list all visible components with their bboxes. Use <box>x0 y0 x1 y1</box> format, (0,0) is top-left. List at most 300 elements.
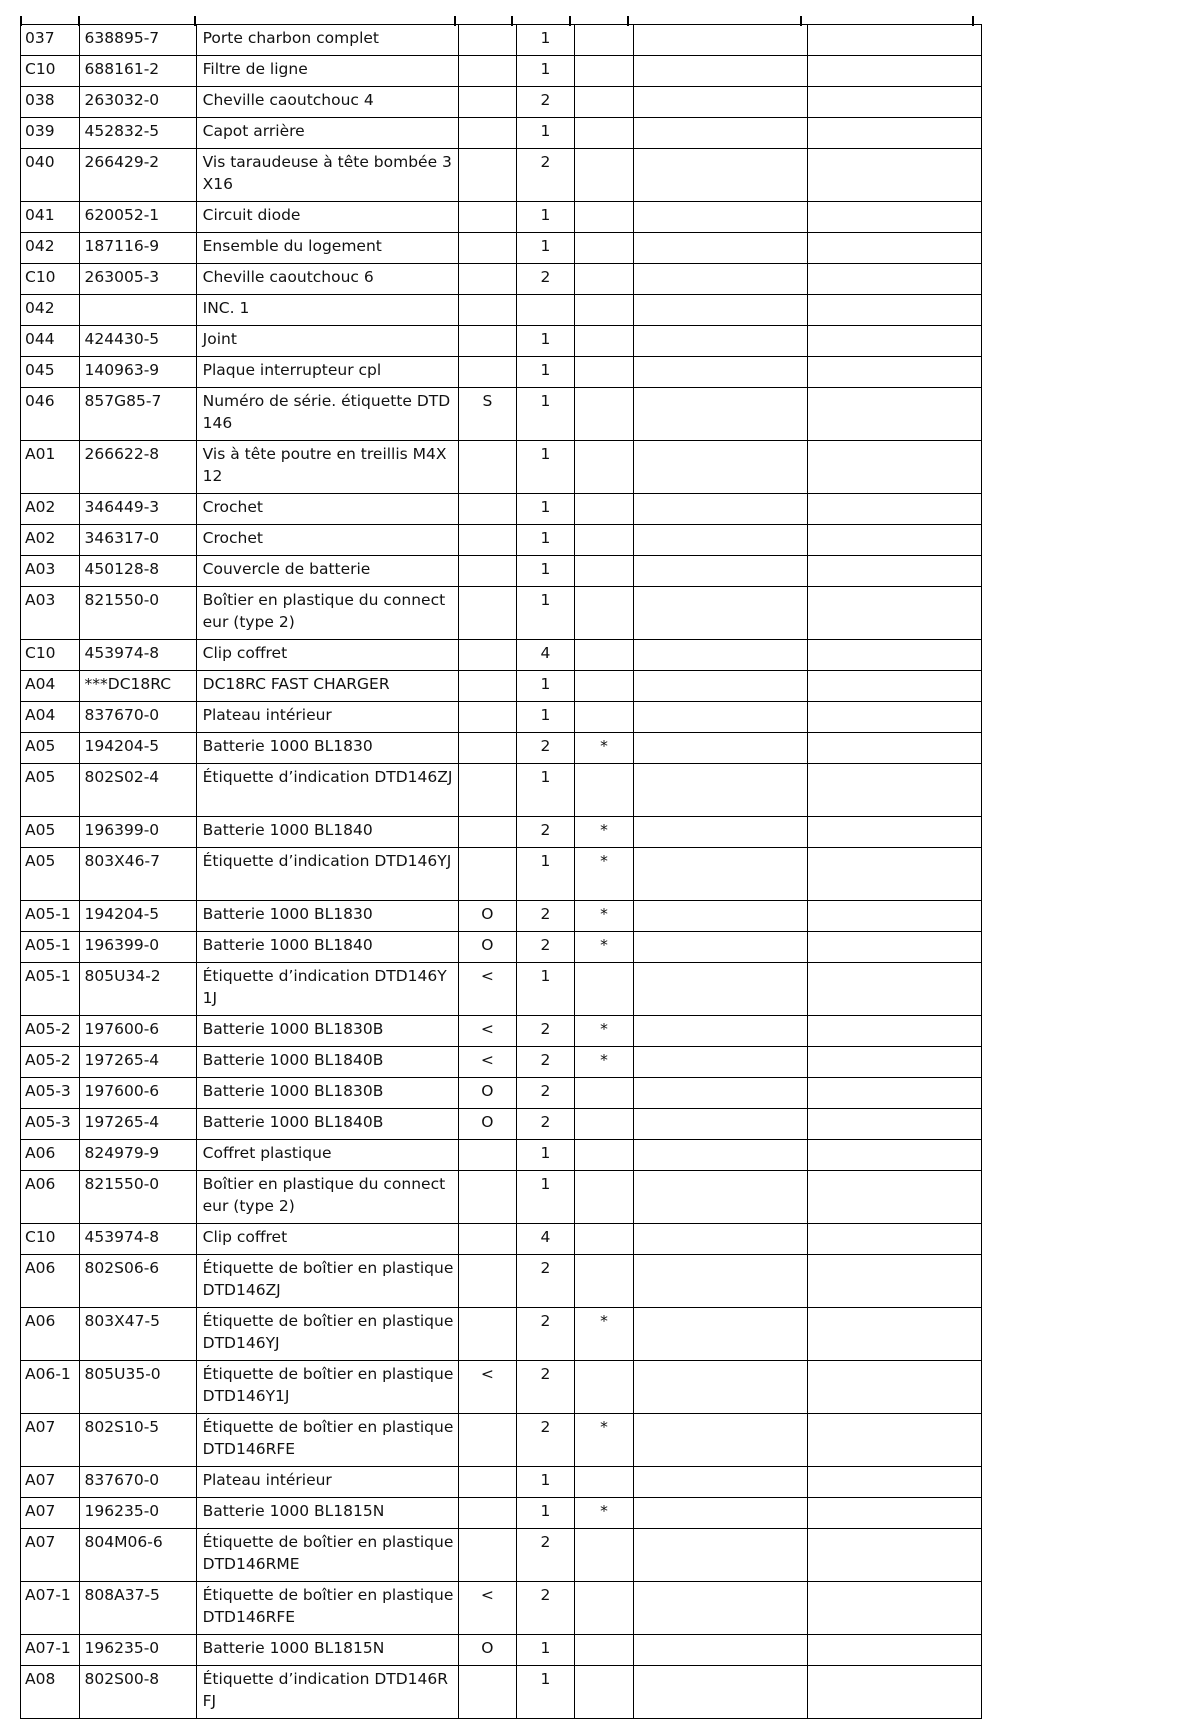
quantity-cell: 1 <box>516 118 575 149</box>
quantity-cell: 1 <box>516 56 575 87</box>
table-row <box>21 1308 982 1361</box>
table-row <box>21 264 982 295</box>
description-cell: Plateau intérieur <box>196 702 458 733</box>
empty-cell <box>633 1498 808 1529</box>
quantity-cell: 1 <box>516 1635 575 1666</box>
empty-cell <box>633 326 808 357</box>
description-cell: Étiquette de boîtier en plastique DTD146RME <box>196 1529 458 1582</box>
description-cell: Joint <box>196 326 458 357</box>
description-cell: Plateau intérieur <box>196 1467 458 1498</box>
part-number-cell: 857G85-7 <box>79 388 196 441</box>
empty-cell <box>633 118 808 149</box>
empty-cell <box>633 149 808 202</box>
table-row <box>21 817 982 848</box>
item-number-cell: A07 <box>21 1467 80 1498</box>
marker-cell: * <box>575 733 634 764</box>
note-cell <box>459 295 517 326</box>
description-cell: Étiquette d’indication DTD146RFJ <box>196 1666 458 1719</box>
empty-cell <box>808 494 982 525</box>
quantity-cell: 2 <box>516 1047 575 1078</box>
note-cell <box>459 494 517 525</box>
note-cell <box>459 326 517 357</box>
description-cell: Batterie 1000 BL1830B <box>196 1016 458 1047</box>
part-number-cell: 196399-0 <box>79 817 196 848</box>
quantity-cell: 1 <box>516 671 575 702</box>
item-number-cell: A06 <box>21 1171 80 1224</box>
part-number-cell: 453974-8 <box>79 640 196 671</box>
quantity-cell: 4 <box>516 1224 575 1255</box>
item-number-cell: 040 <box>21 149 80 202</box>
empty-cell <box>808 1047 982 1078</box>
note-cell: S <box>459 388 517 441</box>
table-row <box>21 1078 982 1109</box>
note-cell <box>459 1666 517 1719</box>
item-number-cell: A06 <box>21 1255 80 1308</box>
empty-cell <box>808 149 982 202</box>
item-number-cell: A07 <box>21 1498 80 1529</box>
description-cell: INC. 1 <box>196 295 458 326</box>
marker-cell <box>575 264 634 295</box>
description-cell: Étiquette de boîtier en plastique DTD146YJ <box>196 1308 458 1361</box>
marker-cell <box>575 87 634 118</box>
description-cell: Vis à tête poutre en treillis M4X12 <box>196 441 458 494</box>
empty-cell <box>633 901 808 932</box>
part-number-cell: 452832-5 <box>79 118 196 149</box>
table-row <box>21 1666 982 1719</box>
empty-cell <box>808 764 982 817</box>
table-row <box>21 764 982 817</box>
empty-cell <box>633 1308 808 1361</box>
marker-cell <box>575 326 634 357</box>
quantity-cell: 2 <box>516 1016 575 1047</box>
quantity-cell: 2 <box>516 1582 575 1635</box>
table-row <box>21 1140 982 1171</box>
empty-cell <box>808 1498 982 1529</box>
marker-cell <box>575 1078 634 1109</box>
note-cell <box>459 87 517 118</box>
quantity-cell: 2 <box>516 149 575 202</box>
empty-cell <box>808 326 982 357</box>
description-cell: Étiquette de boîtier en plastique DTD146Y1J <box>196 1361 458 1414</box>
note-cell <box>459 1224 517 1255</box>
table-row <box>21 1047 982 1078</box>
marker-cell <box>575 233 634 264</box>
empty-cell <box>633 702 808 733</box>
table-row <box>21 326 982 357</box>
note-cell: O <box>459 1109 517 1140</box>
description-cell: Crochet <box>196 525 458 556</box>
item-number-cell: 037 <box>21 25 80 56</box>
item-number-cell: A05 <box>21 733 80 764</box>
marker-cell <box>575 556 634 587</box>
quantity-cell: 2 <box>516 1078 575 1109</box>
marker-cell <box>575 671 634 702</box>
quantity-cell: 1 <box>516 1666 575 1719</box>
table-row <box>21 733 982 764</box>
quantity-cell: 2 <box>516 1308 575 1361</box>
note-cell <box>459 25 517 56</box>
empty-cell <box>808 357 982 388</box>
note-cell: O <box>459 1635 517 1666</box>
part-number-cell: 187116-9 <box>79 233 196 264</box>
description-cell: Batterie 1000 BL1840B <box>196 1109 458 1140</box>
marker-cell <box>575 1361 634 1414</box>
empty-cell <box>633 494 808 525</box>
empty-cell <box>808 388 982 441</box>
table-row <box>21 640 982 671</box>
quantity-cell: 2 <box>516 932 575 963</box>
table-row <box>21 87 982 118</box>
note-cell <box>459 702 517 733</box>
description-cell: Boîtier en plastique du connecteur (type 2) <box>196 1171 458 1224</box>
item-number-cell: A05-3 <box>21 1078 80 1109</box>
item-number-cell: A05-3 <box>21 1109 80 1140</box>
marker-cell <box>575 1467 634 1498</box>
marker-cell <box>575 1582 634 1635</box>
empty-cell <box>808 640 982 671</box>
quantity-cell: 1 <box>516 525 575 556</box>
marker-cell <box>575 118 634 149</box>
marker-cell: * <box>575 1414 634 1467</box>
item-number-cell: 046 <box>21 388 80 441</box>
part-number-cell: 197600-6 <box>79 1016 196 1047</box>
marker-cell <box>575 1109 634 1140</box>
part-number-cell: 346317-0 <box>79 525 196 556</box>
empty-cell <box>633 817 808 848</box>
quantity-cell: 1 <box>516 25 575 56</box>
note-cell <box>459 1308 517 1361</box>
empty-cell <box>808 525 982 556</box>
empty-cell <box>808 817 982 848</box>
table-row <box>21 56 982 87</box>
empty-cell <box>633 556 808 587</box>
table-row <box>21 963 982 1016</box>
marker-cell: * <box>575 1498 634 1529</box>
empty-cell <box>808 118 982 149</box>
empty-cell <box>633 441 808 494</box>
table-row <box>21 556 982 587</box>
empty-cell <box>808 848 982 901</box>
part-number-cell: 196399-0 <box>79 932 196 963</box>
part-number-cell: 194204-5 <box>79 901 196 932</box>
note-cell <box>459 640 517 671</box>
empty-cell <box>808 1224 982 1255</box>
empty-cell <box>633 963 808 1016</box>
empty-cell <box>808 1361 982 1414</box>
part-number-cell: 263005-3 <box>79 264 196 295</box>
quantity-cell <box>516 295 575 326</box>
note-cell <box>459 733 517 764</box>
table-row <box>21 525 982 556</box>
empty-cell <box>808 1582 982 1635</box>
item-number-cell: A05-2 <box>21 1016 80 1047</box>
table-row <box>21 848 982 901</box>
marker-cell <box>575 640 634 671</box>
note-cell <box>459 1414 517 1467</box>
item-number-cell: C10 <box>21 264 80 295</box>
description-cell: Couvercle de batterie <box>196 556 458 587</box>
empty-cell <box>808 963 982 1016</box>
marker-cell <box>575 202 634 233</box>
table-row <box>21 1224 982 1255</box>
description-cell: Cheville caoutchouc 6 <box>196 264 458 295</box>
part-number-cell: 824979-9 <box>79 1140 196 1171</box>
note-cell <box>459 118 517 149</box>
item-number-cell: C10 <box>21 1224 80 1255</box>
item-number-cell: 045 <box>21 357 80 388</box>
table-row <box>21 1635 982 1666</box>
table-row <box>21 494 982 525</box>
table-row <box>21 118 982 149</box>
empty-cell <box>633 1635 808 1666</box>
marker-cell <box>575 1635 634 1666</box>
part-number-cell: 424430-5 <box>79 326 196 357</box>
quantity-cell: 1 <box>516 388 575 441</box>
quantity-cell: 4 <box>516 640 575 671</box>
description-cell: Ensemble du logement <box>196 233 458 264</box>
note-cell <box>459 149 517 202</box>
part-number-cell: 803X47-5 <box>79 1308 196 1361</box>
table-row <box>21 702 982 733</box>
item-number-cell: A05-2 <box>21 1047 80 1078</box>
empty-cell <box>633 1171 808 1224</box>
part-number-cell: 821550-0 <box>79 1171 196 1224</box>
table-row <box>21 202 982 233</box>
empty-cell <box>633 56 808 87</box>
note-cell <box>459 1140 517 1171</box>
note-cell <box>459 671 517 702</box>
empty-cell <box>808 901 982 932</box>
quantity-cell: 2 <box>516 264 575 295</box>
empty-cell <box>633 671 808 702</box>
quantity-cell: 2 <box>516 817 575 848</box>
empty-cell <box>633 233 808 264</box>
table-row <box>21 25 982 56</box>
note-cell <box>459 587 517 640</box>
empty-cell <box>808 1467 982 1498</box>
note-cell <box>459 764 517 817</box>
part-number-cell: 196235-0 <box>79 1498 196 1529</box>
item-number-cell: A05-1 <box>21 901 80 932</box>
description-cell: Batterie 1000 BL1840 <box>196 932 458 963</box>
note-cell <box>459 264 517 295</box>
empty-cell <box>633 1666 808 1719</box>
description-cell: Crochet <box>196 494 458 525</box>
table-row <box>21 295 982 326</box>
item-number-cell: A03 <box>21 556 80 587</box>
marker-cell: * <box>575 1047 634 1078</box>
note-cell <box>459 848 517 901</box>
marker-cell <box>575 357 634 388</box>
table-row <box>21 1016 982 1047</box>
description-cell: Batterie 1000 BL1840 <box>196 817 458 848</box>
quantity-cell: 1 <box>516 702 575 733</box>
item-number-cell: A05 <box>21 848 80 901</box>
empty-cell <box>808 233 982 264</box>
marker-cell: * <box>575 1308 634 1361</box>
empty-cell <box>633 764 808 817</box>
description-cell: Étiquette de boîtier en plastique DTD146ZJ <box>196 1255 458 1308</box>
part-number-cell: 802S00-8 <box>79 1666 196 1719</box>
table-row <box>21 1109 982 1140</box>
table-row <box>21 149 982 202</box>
note-cell <box>459 1498 517 1529</box>
item-number-cell: 038 <box>21 87 80 118</box>
part-number-cell: 453974-8 <box>79 1224 196 1255</box>
note-cell <box>459 817 517 848</box>
note-cell <box>459 56 517 87</box>
note-cell <box>459 556 517 587</box>
table-row <box>21 932 982 963</box>
empty-cell <box>808 264 982 295</box>
marker-cell <box>575 388 634 441</box>
item-number-cell: A01 <box>21 441 80 494</box>
description-cell: Batterie 1000 BL1840B <box>196 1047 458 1078</box>
quantity-cell: 2 <box>516 901 575 932</box>
marker-cell: * <box>575 817 634 848</box>
empty-cell <box>808 587 982 640</box>
empty-cell <box>633 1529 808 1582</box>
table-row <box>21 233 982 264</box>
part-number-cell: 837670-0 <box>79 1467 196 1498</box>
table-row <box>21 1529 982 1582</box>
item-number-cell: A07 <box>21 1529 80 1582</box>
note-cell: < <box>459 1361 517 1414</box>
part-number-cell: 638895-7 <box>79 25 196 56</box>
empty-cell <box>808 702 982 733</box>
quantity-cell: 2 <box>516 1109 575 1140</box>
empty-cell <box>633 733 808 764</box>
marker-cell: * <box>575 1016 634 1047</box>
parts-list-table <box>20 24 982 1719</box>
item-number-cell: A08 <box>21 1666 80 1719</box>
item-number-cell: 041 <box>21 202 80 233</box>
empty-cell <box>808 671 982 702</box>
item-number-cell: A05 <box>21 817 80 848</box>
table-row <box>21 1467 982 1498</box>
part-number-cell: 346449-3 <box>79 494 196 525</box>
note-cell: < <box>459 963 517 1016</box>
item-number-cell: C10 <box>21 56 80 87</box>
part-number-cell: 805U35-0 <box>79 1361 196 1414</box>
quantity-cell: 1 <box>516 963 575 1016</box>
quantity-cell: 1 <box>516 848 575 901</box>
part-number-cell: 802S10-5 <box>79 1414 196 1467</box>
item-number-cell: A06-1 <box>21 1361 80 1414</box>
empty-cell <box>808 1414 982 1467</box>
empty-cell <box>808 733 982 764</box>
note-cell <box>459 233 517 264</box>
part-number-cell: ***DC18RC <box>79 671 196 702</box>
table-row <box>21 357 982 388</box>
description-cell: Filtre de ligne <box>196 56 458 87</box>
quantity-cell: 1 <box>516 233 575 264</box>
item-number-cell: A05-1 <box>21 932 80 963</box>
part-number-cell <box>79 295 196 326</box>
marker-cell <box>575 702 634 733</box>
note-cell <box>459 1529 517 1582</box>
marker-cell: * <box>575 901 634 932</box>
note-cell: O <box>459 901 517 932</box>
empty-cell <box>633 1414 808 1467</box>
quantity-cell: 1 <box>516 326 575 357</box>
empty-cell <box>808 932 982 963</box>
empty-cell <box>808 1171 982 1224</box>
part-number-cell: 808A37-5 <box>79 1582 196 1635</box>
part-number-cell: 266429-2 <box>79 149 196 202</box>
item-number-cell: 042 <box>21 295 80 326</box>
empty-cell <box>633 1255 808 1308</box>
empty-cell <box>633 587 808 640</box>
part-number-cell: 804M06-6 <box>79 1529 196 1582</box>
note-cell: < <box>459 1047 517 1078</box>
description-cell: Coffret plastique <box>196 1140 458 1171</box>
part-number-cell: 197265-4 <box>79 1109 196 1140</box>
empty-cell <box>633 1361 808 1414</box>
item-number-cell: 039 <box>21 118 80 149</box>
description-cell: Batterie 1000 BL1830 <box>196 901 458 932</box>
marker-cell <box>575 295 634 326</box>
quantity-cell: 1 <box>516 202 575 233</box>
item-number-cell: A07-1 <box>21 1582 80 1635</box>
marker-cell <box>575 1255 634 1308</box>
part-number-cell: 197600-6 <box>79 1078 196 1109</box>
item-number-cell: A06 <box>21 1140 80 1171</box>
marker-cell <box>575 149 634 202</box>
table-row <box>21 1361 982 1414</box>
quantity-cell: 1 <box>516 764 575 817</box>
quantity-cell: 1 <box>516 441 575 494</box>
quantity-cell: 2 <box>516 733 575 764</box>
description-cell: Numéro de série. étiquette DTD146 <box>196 388 458 441</box>
empty-cell <box>633 202 808 233</box>
marker-cell <box>575 587 634 640</box>
part-number-cell: 837670-0 <box>79 702 196 733</box>
marker-cell <box>575 963 634 1016</box>
part-number-cell: 196235-0 <box>79 1635 196 1666</box>
empty-cell <box>808 556 982 587</box>
empty-cell <box>633 25 808 56</box>
marker-cell: * <box>575 932 634 963</box>
empty-cell <box>633 1078 808 1109</box>
marker-cell <box>575 1529 634 1582</box>
note-cell <box>459 202 517 233</box>
marker-cell <box>575 1666 634 1719</box>
quantity-cell: 1 <box>516 357 575 388</box>
empty-cell <box>808 441 982 494</box>
description-cell: Batterie 1000 BL1830B <box>196 1078 458 1109</box>
table-row <box>21 587 982 640</box>
note-cell: O <box>459 1078 517 1109</box>
item-number-cell: A03 <box>21 587 80 640</box>
item-number-cell: C10 <box>21 640 80 671</box>
description-cell: Batterie 1000 BL1815N <box>196 1498 458 1529</box>
empty-cell <box>633 1224 808 1255</box>
empty-cell <box>633 295 808 326</box>
empty-cell <box>808 1529 982 1582</box>
empty-cell <box>633 848 808 901</box>
description-cell: Clip coffret <box>196 1224 458 1255</box>
description-cell: Cheville caoutchouc 4 <box>196 87 458 118</box>
empty-cell <box>633 640 808 671</box>
part-number-cell: 620052-1 <box>79 202 196 233</box>
note-cell <box>459 525 517 556</box>
table-row <box>21 441 982 494</box>
empty-cell <box>633 1047 808 1078</box>
description-cell: Clip coffret <box>196 640 458 671</box>
part-number-cell: 803X46-7 <box>79 848 196 901</box>
quantity-cell: 2 <box>516 1255 575 1308</box>
